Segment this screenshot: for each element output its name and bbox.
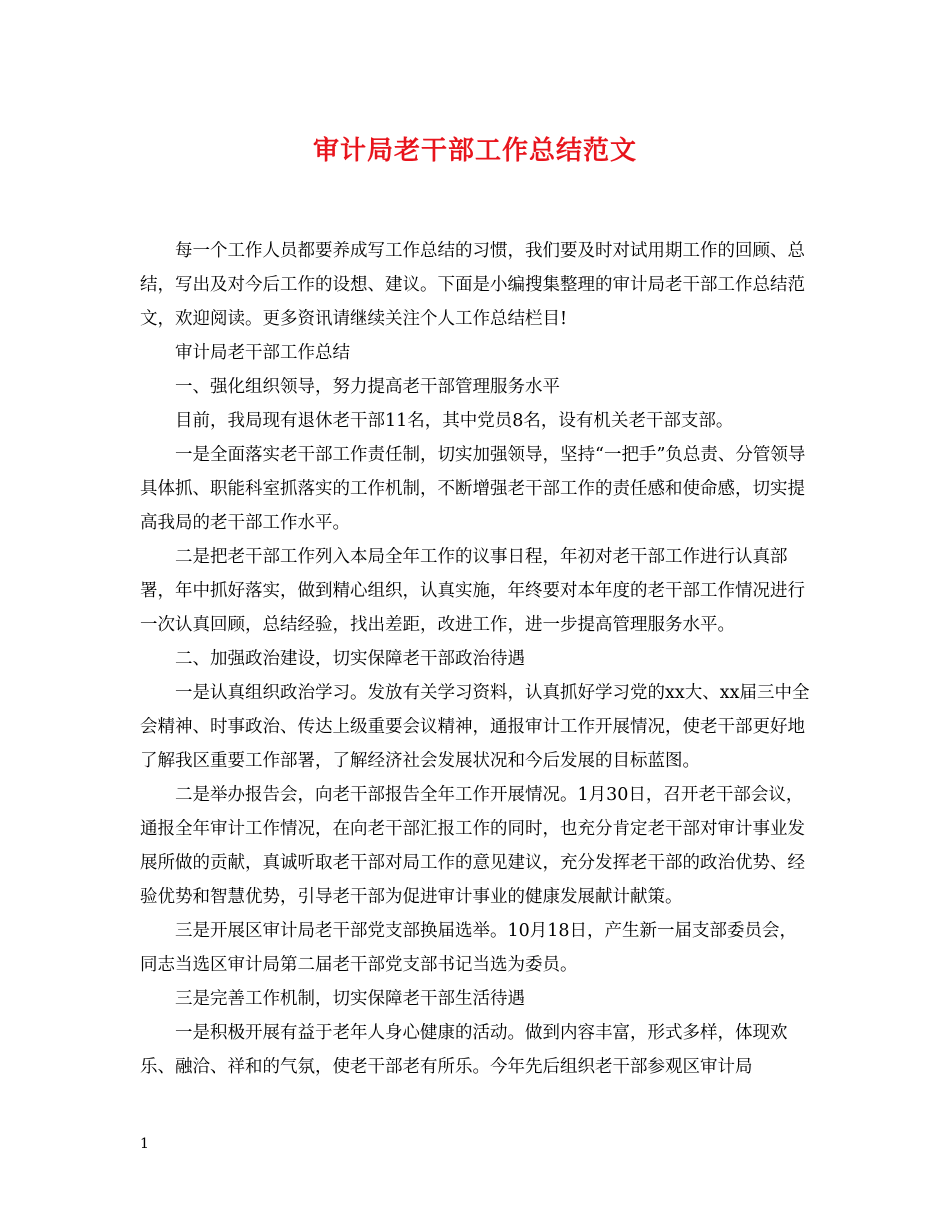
paragraph: 目前，我局现有退休老干部11名，其中党员8名，设有机关老干部支部。 [175, 411, 734, 431]
page-number: 1 [140, 1136, 149, 1152]
paragraph: 每一个工作人员都要养成写工作总结的习惯，我们要及时对试用期工作的回顾、总结，写出及对今后工作的设想、建议。下面是小编搜集整理的审计局老干部工作总结范文，欢迎阅读。更多资讯请继续关注个人工作总结栏目! [140, 241, 805, 329]
paragraph: 三是完善工作机制，切实保障老干部生活待遇 [175, 989, 525, 1009]
paragraph: 二是举办报告会，向老干部报告全年工作开展情况。1月30日，召开老干部会议，通报全年审计工作情况，在向老干部汇报工作的同时，也充分肯定老干部对审计事业发展所做的贡献，真诚听取老干部对局工作的意见建议，充分发挥老干部的政治优势、经验优势和智慧优势，引导老干部为促进审计事业的健康发展献计献策。 [140, 785, 805, 907]
paragraph: 三是开展区审计局老干部党支部换届选举。10月18日，产生新一届支部委员会，同志当选区审计局第二届老干部党支部书记当选为委员。 [140, 921, 798, 975]
paragraph: 一是认真组织政治学习。发放有关学习资料，认真抓好学习党的xx大、xx届三中全会精神、时事政治、传达上级重要会议精神，通报审计工作开展情况，使老干部更好地了解我区重要工作部署，了解经济社会发展状况和今后发展的目标蓝图。 [140, 683, 810, 771]
document-title: 审计局老干部工作总结范文 [312, 136, 637, 166]
paragraph: 二、加强政治建设，切实保障老干部政治待遇 [175, 649, 525, 669]
paragraph: 二是把老干部工作列入本局全年工作的议事日程，年初对老干部工作进行认真部署，年中抓好落实，做到精心组织，认真实施，年终要对本年度的老干部工作情况进行一次认真回顾，总结经验，找出差距，改进工作，进一步提高管理服务水平。 [140, 547, 805, 635]
paragraph: 一是积极开展有益于老年人身心健康的活动。做到内容丰富，形式多样，体现欢乐、融洽、祥和的气氛，使老干部老有所乐。今年先后组织老干部参观区审计局 [140, 1023, 788, 1077]
paragraph: 一是全面落实老干部工作责任制，切实加强领导，坚持“一把手”负总责、分管领导具体抓、职能科室抓落实的工作机制，不断增强老干部工作的责任感和使命感，切实提高我局的老干部工作水平。 [140, 445, 806, 533]
document-body [140, 234, 812, 1084]
paragraph: 审计局老干部工作总结 [175, 343, 350, 363]
paragraph: 一、强化组织领导，努力提高老干部管理服务水平 [175, 377, 560, 397]
